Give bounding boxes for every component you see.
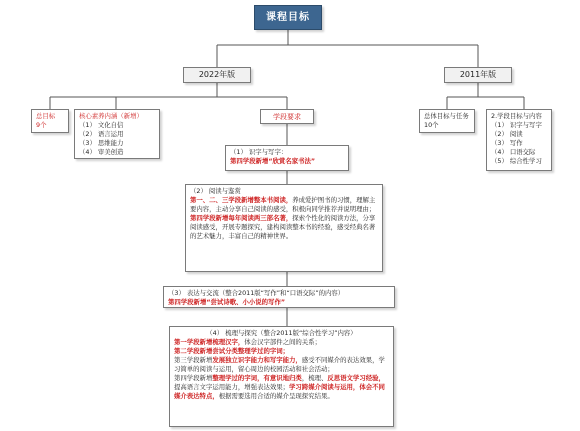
reading-node — [185, 184, 383, 272]
stage-goals-2011-item: （3） 写作 — [491, 139, 523, 147]
stage-goals-2011-node — [486, 109, 552, 171]
literacy-writing-title: （1） 识字与写字： — [230, 148, 288, 156]
version-2011-label: 2011年版 — [459, 70, 497, 79]
expression-detail: 第四学段新增“尝试诗歌、小小说的写作” — [168, 298, 286, 306]
version-2022-label: 2022年版 — [198, 70, 236, 79]
inquiry-text-3b: 感受不同媒介的表达效果，学习简单的阅读与运用，留心周边的校园活动和社会活动； — [174, 356, 385, 373]
core-literacy-item: （1） 文化自信 — [79, 121, 124, 129]
stage-goals-2011-item: （2） 阅读 — [491, 130, 523, 138]
reading-text-2: 探索个性化的阅读方法，分享阅读感受，开展专题探究，建构阅读整本书的经验，感受经典名著的艺术魅力，丰富自己的精神世界。 — [190, 214, 376, 240]
inquiry-new-2: 第二学段新增尝试分类整理学过的字词； — [174, 347, 290, 355]
total-goals-2011-node — [419, 109, 475, 133]
version-2022-node — [183, 67, 251, 83]
stage-goals-2011-title: 2.学段目标与内容 — [491, 112, 542, 120]
inquiry-text-4b: ，梳理、 — [301, 374, 328, 382]
literacy-writing-detail: 第四学段新增“欣赏名家书法” — [230, 157, 316, 165]
reading-title: （2） 阅读与鉴赏 — [190, 187, 241, 195]
version-2011-node — [444, 67, 512, 83]
inquiry-title: （4） 梳理与探究（整合2011版“综合性学习”内容） — [206, 329, 357, 337]
inquiry-text-4a: 第四学段新增 — [174, 374, 213, 382]
expression-node — [163, 286, 395, 308]
reading-text-1: 养成爱护图书的习惯，理解主要内容，主动分享自己阅读的感受，积极向同学推荐并说明理由； — [190, 196, 376, 213]
stage-requirement-node — [260, 109, 314, 124]
inquiry-text-1: 体会汉字部件之间的关系； — [244, 338, 321, 346]
core-literacy-item: （3） 思维能力 — [79, 139, 124, 147]
core-literacy-item: （4） 审美创造 — [79, 148, 124, 156]
core-literacy-title: 核心素养内涵（新增） — [79, 112, 143, 120]
total-goals-2022-title: 总目标 — [36, 112, 56, 120]
inquiry-new-4: 整理学过的字词，有意识地归类 — [212, 374, 302, 382]
inquiry-new-4c: 学习跨媒介阅读与运用，体会不同媒介表达特点， — [174, 383, 385, 400]
total-goals-2022-node — [31, 109, 69, 133]
reading-new-2: 第四学段新增每年阅读两三部名著， — [190, 214, 293, 222]
inquiry-node — [169, 326, 394, 427]
inquiry-new-4b: 反思语文学习经验， — [327, 374, 385, 382]
inquiry-new-3: 发展独立识字能力和写字能力， — [212, 356, 302, 364]
inquiry-text-3a: 第三学段新增 — [174, 356, 213, 364]
core-literacy-node — [74, 109, 160, 159]
total-goals-2011-count: 10个 — [424, 121, 439, 129]
stage-requirement-label: 学段要求 — [273, 113, 301, 121]
total-goals-2022-count: 9个 — [36, 121, 47, 129]
inquiry-new-1: 第一学段新增梳理汉字， — [174, 338, 245, 346]
root-node — [254, 5, 322, 30]
literacy-writing-node — [225, 145, 349, 171]
expression-title: （3） 表达与交流（整合2011版“写作”和“口语交际”的内容） — [168, 289, 345, 297]
root-title: 课程目标 — [266, 12, 310, 23]
total-goals-2011-title: 总体目标与任务 — [424, 112, 469, 120]
inquiry-text-4d: 根据需要选用合适的媒介呈现探究结果。 — [218, 392, 334, 400]
stage-goals-2011-item: （5） 综合性学习 — [491, 157, 542, 165]
inquiry-text-4c: 提高语言文字运用能力，增强表达效果； — [174, 383, 290, 391]
stage-goals-2011-item: （4） 口语交际 — [491, 148, 536, 156]
stage-goals-2011-item: （1） 识字与写字 — [491, 121, 542, 129]
core-literacy-item: （2） 语言运用 — [79, 130, 124, 138]
reading-new-1: 第一、二、三学段新增整本书阅读， — [190, 196, 293, 204]
